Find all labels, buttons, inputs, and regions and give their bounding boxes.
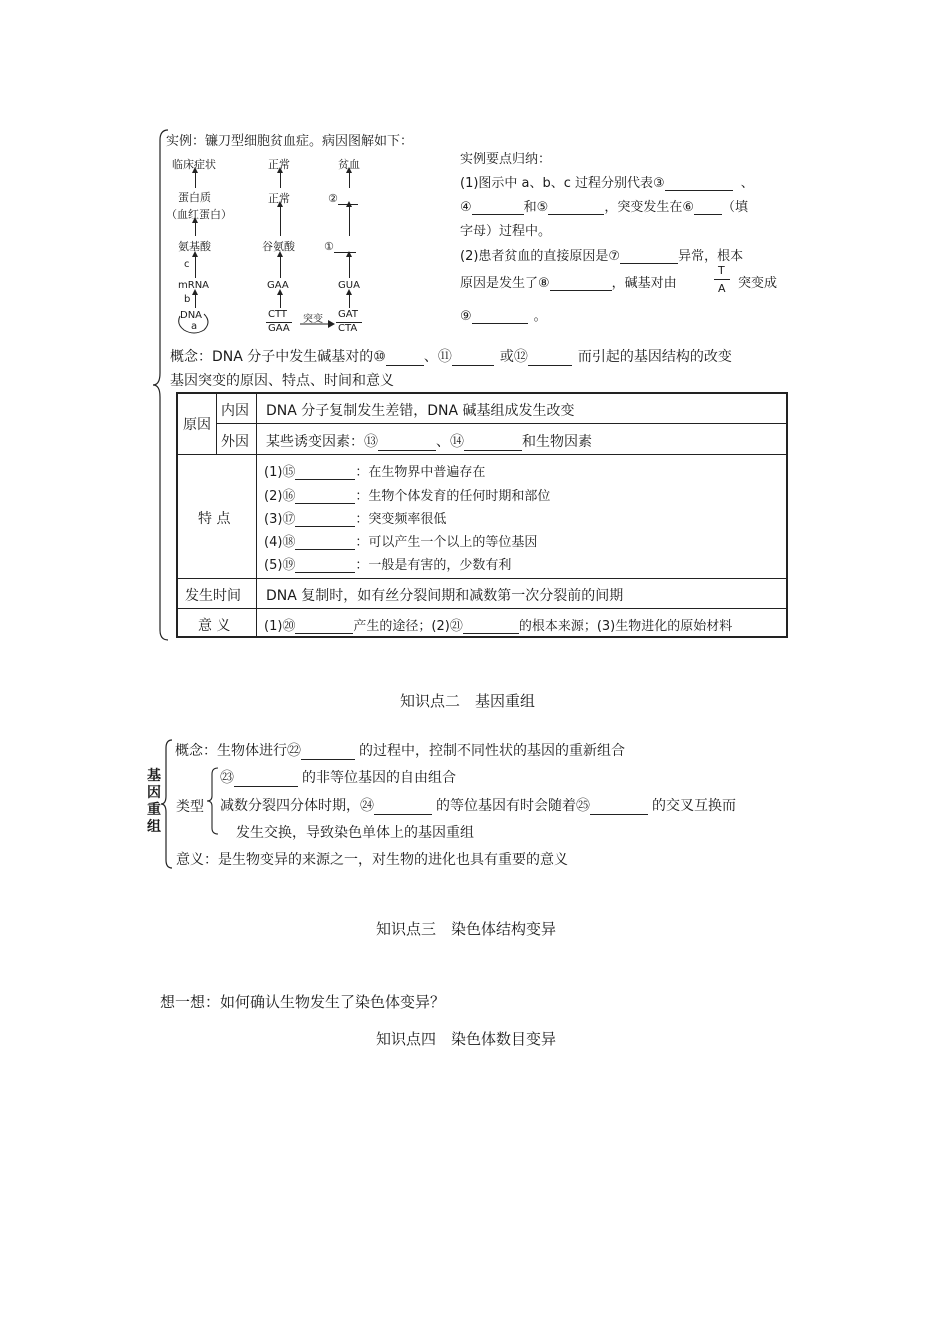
diag-c1-arrow-3 — [195, 256, 196, 278]
diag-c1-mrna: mRNA — [178, 280, 210, 291]
diag-c3-arrow-4 — [349, 294, 350, 308]
trait-4-num: (4)⑱ — [264, 535, 296, 550]
mutation-concept-c: 或⑫ — [499, 349, 528, 365]
recomb-concept-a: 概念：生物体进行㉒ — [175, 743, 301, 759]
summary-line4-a: (2)患者贫血的直接原因是⑦ — [460, 249, 621, 264]
blank-9 — [472, 309, 528, 324]
blank-8 — [550, 276, 612, 291]
table-hline-3 — [178, 578, 788, 579]
blank-23 — [234, 772, 298, 787]
summary-line5-c: 突变成 — [738, 276, 778, 291]
table-vline-2 — [256, 394, 257, 638]
cell-external-text — [266, 431, 592, 451]
summary-line6-b: 。 — [533, 309, 547, 324]
heading-knowledge-4: 知识点四 染色体数目变异 — [376, 1030, 557, 1048]
meaning-b: 产生的途径；(2)㉑ — [353, 619, 463, 634]
diag-c2-gaa2: GAA — [268, 323, 290, 334]
blank-22 — [301, 745, 355, 760]
summary-line1 — [460, 172, 754, 191]
diag-c1-b: b — [184, 294, 191, 305]
diag-c3-gat: GAT — [338, 309, 358, 320]
recomb-type-brace — [206, 766, 220, 836]
side-char-3: 重 — [147, 802, 161, 818]
table-hline-2 — [178, 454, 788, 455]
cell-internal-text: DNA 分子复制发生差错，DNA 碱基组成发生改变 — [266, 403, 575, 419]
blank-7 — [620, 249, 678, 264]
diag-c1-arrow-1 — [195, 172, 196, 188]
side-char-2: 因 — [147, 785, 161, 801]
diag-c3-arrow-1 — [349, 172, 350, 188]
blank-15 — [295, 465, 355, 480]
summary-line2-a: ④ — [460, 200, 472, 215]
summary-line2 — [460, 196, 748, 215]
blank-16 — [295, 489, 355, 504]
cell-cause: 原因 — [183, 417, 211, 433]
blank-14 — [464, 436, 522, 451]
summary-line5-a: 原因是发生了⑧ — [460, 276, 550, 291]
cell-traits: 特 点 — [198, 511, 231, 527]
diag-c3-arrow-3 — [349, 256, 350, 278]
table-hline-1 — [216, 423, 788, 424]
blank-3 — [665, 176, 733, 191]
diag-c3-blank2 — [328, 190, 358, 205]
recomb-type-1 — [220, 767, 456, 787]
trait-1 — [264, 461, 485, 480]
summary-line5 — [460, 272, 677, 291]
frac-line — [714, 279, 730, 280]
blank-4 — [472, 200, 524, 215]
diag-c3-anemia: 贫血 — [338, 158, 360, 171]
blank-17 — [295, 512, 355, 527]
frac-bottom: A — [718, 282, 726, 295]
diag-c3-cta: CTA — [338, 323, 358, 334]
summary-line6-a: ⑨ — [460, 309, 472, 324]
diag-c3-blank1-line — [334, 238, 356, 253]
recomb-type-2-a: 减数分裂四分体时期，㉔ — [220, 798, 374, 814]
summary-line3: 字母）过程中。 — [460, 224, 552, 239]
blank-25 — [590, 800, 648, 815]
cell-time-text: DNA 复制时，如有丝分裂间期和减数第一次分裂前的间期 — [266, 588, 624, 604]
trait-2 — [264, 485, 550, 504]
diag-mutation-arrow — [300, 320, 336, 328]
blank-18 — [295, 535, 355, 550]
diag-c2-normal1: 正常 — [268, 158, 290, 171]
recomb-type-label: 类型 — [176, 799, 204, 815]
diag-c1-aminoacid: 氨基酸 — [178, 240, 211, 253]
side-char-4: 组 — [147, 819, 161, 835]
mutation-concept-b: 、⑪ — [423, 349, 452, 365]
summary-line4-b: 异常，根本 — [678, 249, 744, 264]
side-char-1: 基 — [147, 768, 161, 784]
diag-c1-protein: 蛋白质 — [178, 191, 211, 204]
diag-c1-dna: DNA — [180, 310, 203, 321]
table-vline-1 — [216, 394, 217, 454]
recomb-type-2-cont: 发生交换，导致染色单体上的基因重组 — [236, 825, 474, 841]
summary-line5-b: ，碱基对由 — [611, 276, 677, 291]
recomb-concept — [175, 740, 625, 760]
example-title: 实例：镰刀型细胞贫血症。病因图解如下： — [166, 134, 414, 149]
trait-3-text: ：突变频率很低 — [355, 512, 447, 527]
recomb-type-2 — [220, 795, 736, 815]
trait-2-text: ：生物个体发育的任何时期和部位 — [355, 489, 551, 504]
meaning-c: 的根本来源；(3)生物进化的原始材料 — [518, 619, 733, 634]
blank-24 — [374, 800, 432, 815]
diag-c2-arrow-1 — [280, 172, 281, 188]
diag-mutation-label: 突变 — [303, 314, 323, 325]
summary-title: 实例要点归纳： — [460, 152, 552, 167]
trait-3 — [264, 508, 446, 527]
diag-c2-arrow-3 — [280, 256, 281, 278]
summary-line2-d: （填 — [721, 200, 748, 215]
diag-c1-clinical: 临床症状 — [172, 158, 216, 171]
meaning-a: (1)⑳ — [264, 619, 296, 634]
blank-20 — [295, 619, 353, 634]
diag-c3-arrow-2 — [349, 206, 350, 236]
mutation-concept — [170, 346, 732, 366]
trait-5 — [264, 554, 511, 573]
trait-1-text: ：在生物界中普遍存在 — [355, 465, 486, 480]
frac-top: T — [718, 264, 725, 277]
diag-c2-gaa1: GAA — [267, 280, 289, 291]
trait-1-num: (1)⑮ — [264, 465, 296, 480]
external-c: 和生物因素 — [522, 434, 592, 450]
summary-line4 — [460, 245, 743, 264]
summary-line1-text: (1)图示中 a、b、c 过程分别代表③ — [460, 176, 665, 191]
trait-4 — [264, 531, 537, 550]
recomb-type-2-c: 的交叉互换而 — [652, 798, 736, 814]
blank-5 — [548, 200, 604, 215]
diag-c3-gua: GUA — [338, 280, 360, 291]
blank-21 — [463, 619, 519, 634]
summary-line6 — [460, 305, 547, 324]
mutation-concept-a: 概念：DNA 分子中发生碱基对的⑩ — [170, 349, 386, 365]
trait-2-num: (2)⑯ — [264, 489, 296, 504]
cell-meaning-text — [264, 615, 732, 634]
table-hline-4 — [178, 608, 788, 609]
diag-c2-ctt: CTT — [268, 309, 288, 320]
recomb-type-2-b: 的等位基因有时会随着㉕ — [436, 798, 590, 814]
recomb-concept-b: 的过程中，控制不同性状的基因的重新组合 — [359, 743, 625, 759]
diag-c1-arrow-4 — [195, 294, 196, 308]
diag-c1-hemoglobin: （血红蛋白） — [166, 208, 232, 221]
mutation-concept-d: 而引起的基因结构的改变 — [577, 349, 732, 365]
blank-11 — [452, 351, 494, 366]
heading-knowledge-3: 知识点三 染色体结构变异 — [376, 920, 557, 938]
diag-c3-blank2-num: ② — [328, 192, 338, 205]
summary-line1-end: 、 — [740, 176, 754, 191]
diag-c1-a: a — [191, 321, 198, 332]
diag-c1-c: c — [184, 259, 190, 270]
external-b: 、⑭ — [436, 434, 464, 450]
diag-c2-normal2: 正常 — [268, 192, 290, 205]
cell-external: 外因 — [221, 434, 249, 450]
diag-c1-arrow-2 — [195, 222, 196, 236]
external-a: 某些诱变因素：⑬ — [266, 434, 378, 450]
blank-10 — [386, 351, 424, 366]
think-question: 想一想：如何确认生物发生了染色体变异？ — [160, 993, 446, 1011]
trait-3-num: (3)⑰ — [264, 512, 296, 527]
recomb-brace — [160, 738, 174, 870]
summary-line2-b: 和⑤ — [523, 200, 549, 215]
trait-5-text: ：一般是有害的，少数有利 — [355, 558, 512, 573]
recomb-type-1-num: ㉓ — [220, 770, 234, 786]
diag-c2-glutamate: 谷氨酸 — [262, 240, 295, 253]
cell-time: 发生时间 — [185, 588, 241, 604]
diag-c2-arrow-2 — [280, 206, 281, 236]
cell-internal: 内因 — [221, 403, 249, 419]
diag-c2-arrow-4 — [280, 294, 281, 308]
causes-title: 基因突变的原因、特点、时间和意义 — [170, 373, 394, 389]
recomb-type-1-text: 的非等位基因的自由组合 — [302, 770, 456, 786]
heading-knowledge-2: 知识点二 基因重组 — [400, 692, 536, 710]
blank-6 — [694, 200, 722, 215]
summary-line2-c: ，突变发生在⑥ — [604, 200, 694, 215]
mutation-table — [176, 392, 788, 638]
blank-19 — [295, 558, 355, 573]
recomb-meaning: 意义：是生物变异的来源之一，对生物的进化也具有重要的意义 — [176, 852, 568, 868]
cell-meaning: 意 义 — [198, 618, 231, 634]
blank-12 — [528, 351, 572, 366]
diag-c3-blank1-num: ① — [324, 240, 334, 253]
trait-4-text: ：可以产生一个以上的等位基因 — [355, 535, 538, 550]
blank-13 — [378, 436, 436, 451]
trait-5-num: (5)⑲ — [264, 558, 296, 573]
